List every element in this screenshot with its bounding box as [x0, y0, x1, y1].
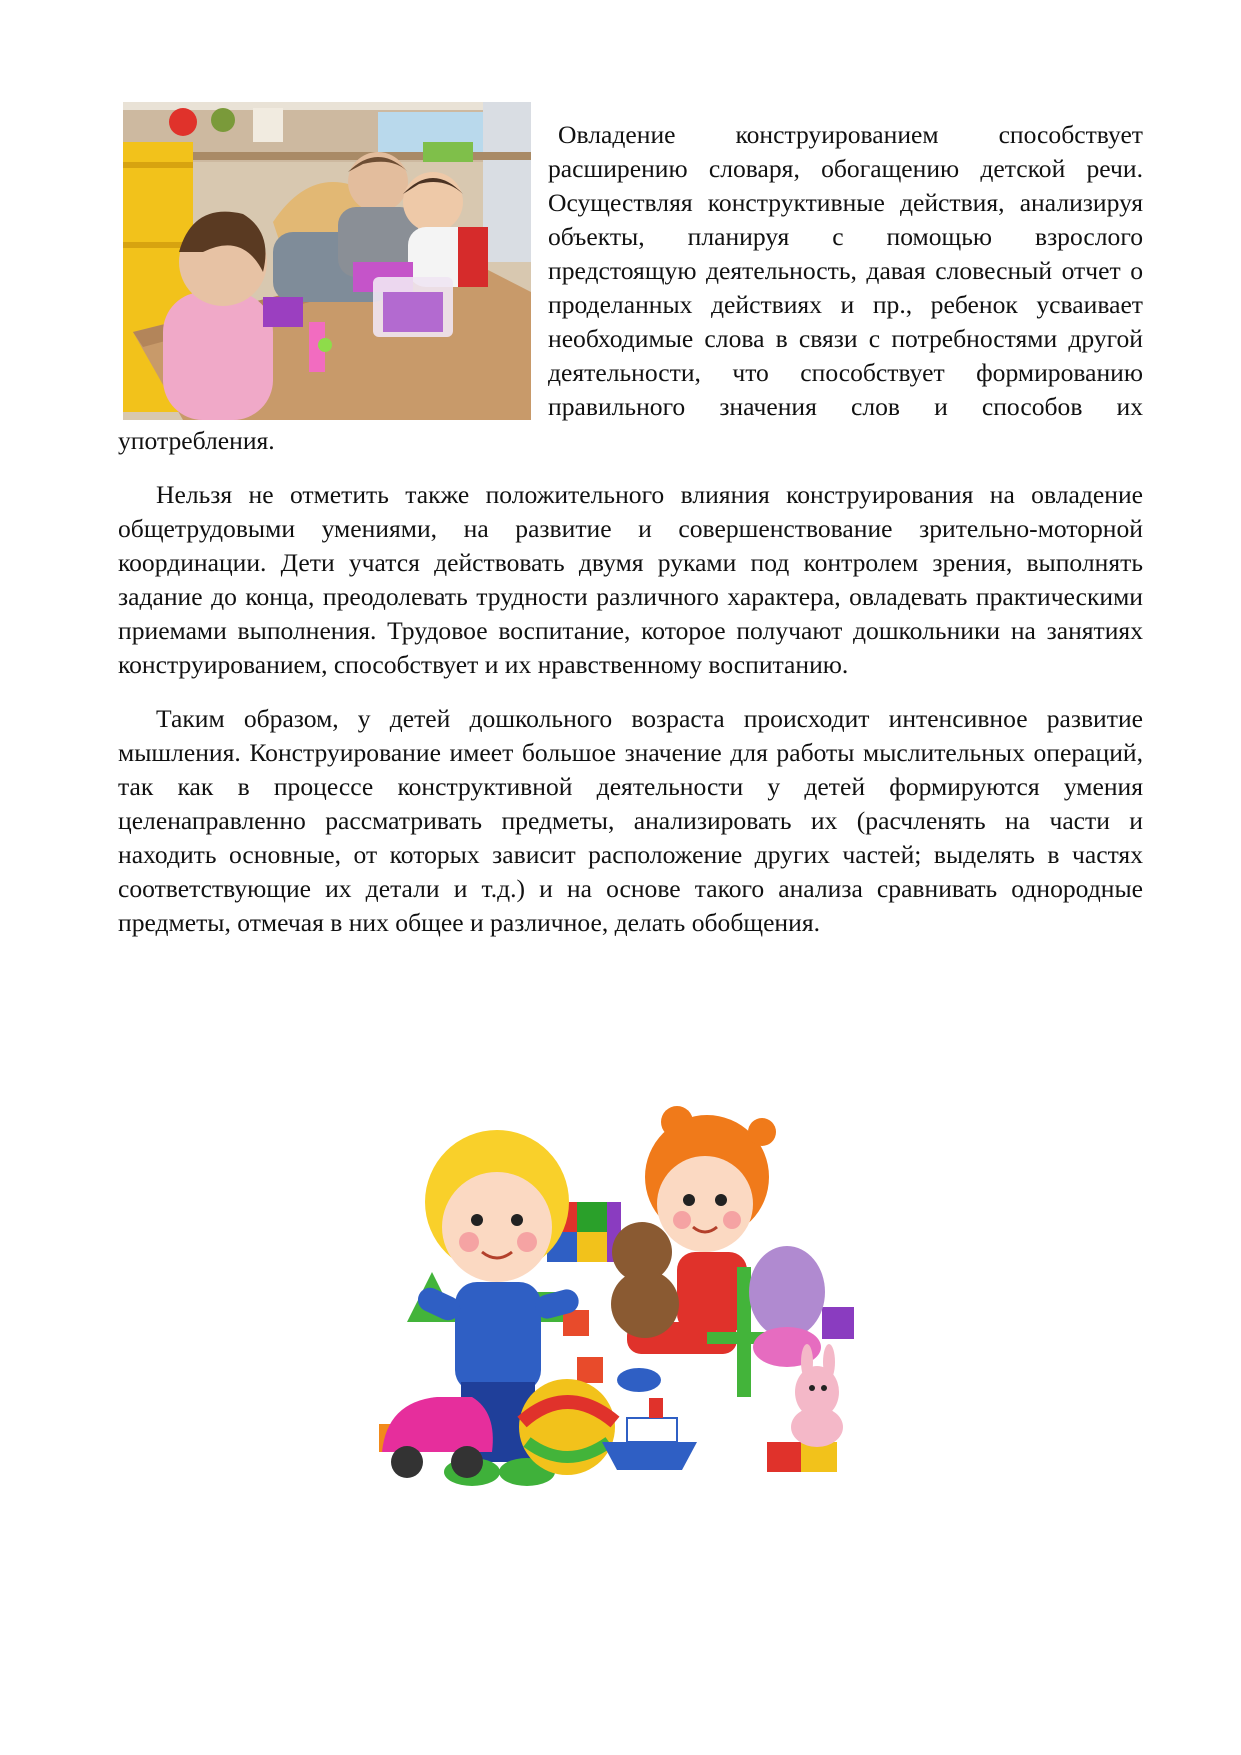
paragraph-3: Таким образом, у детей дошкольного возраста происходит интенсивное развитие мышления. Конструирование имеет большое значение для работы мыслительных операций, так как в процессе конструктивной деятельности у детей формируются умения целенаправленно рассматривать предметы, анализировать их (расчленять на части и находить основные, от которых зависит расположение других частей; выделять в частях соответствующие их детали и т.д.) и на основе такого анализа сравнивать однородные предметы, отмечая в них общее и различное, делать обобщения. — [118, 704, 1143, 937]
photo-text-wrap-spacer — [118, 118, 548, 422]
illustration-drawing — [377, 1092, 897, 1512]
children-toys-illustration — [377, 1092, 897, 1512]
article-body — [118, 118, 1143, 960]
paragraph-1: Овладение конструированием способствует расширению словаря, обогащению детской речи. Осуществляя конструктивные действия, анализируя объекты, планируя с помощью взрослого предстоящую деятельность, давая словесный отчет о проделанных действиях и пр., ребенок усваивает необходимые слова в связи с потребностями другой деятельности, что способствует формированию правильного значения слов и способов их употребления. — [118, 120, 1143, 455]
paragraph-2: Нельзя не отметить также положительного влияния конструирования на овладение общетрудовыми умениями, на развитие и совершенствование зрительно-моторной координации. Дети учатся действовать двумя руками под контролем зрения, выполнять задание до конца, преодолевать трудности различного характера, овладевать практическими приемами выполнения. Трудовое воспитание, которое получают дошкольники на занятиях конструированием, способствует и их нравственному воспитанию. — [118, 480, 1143, 679]
